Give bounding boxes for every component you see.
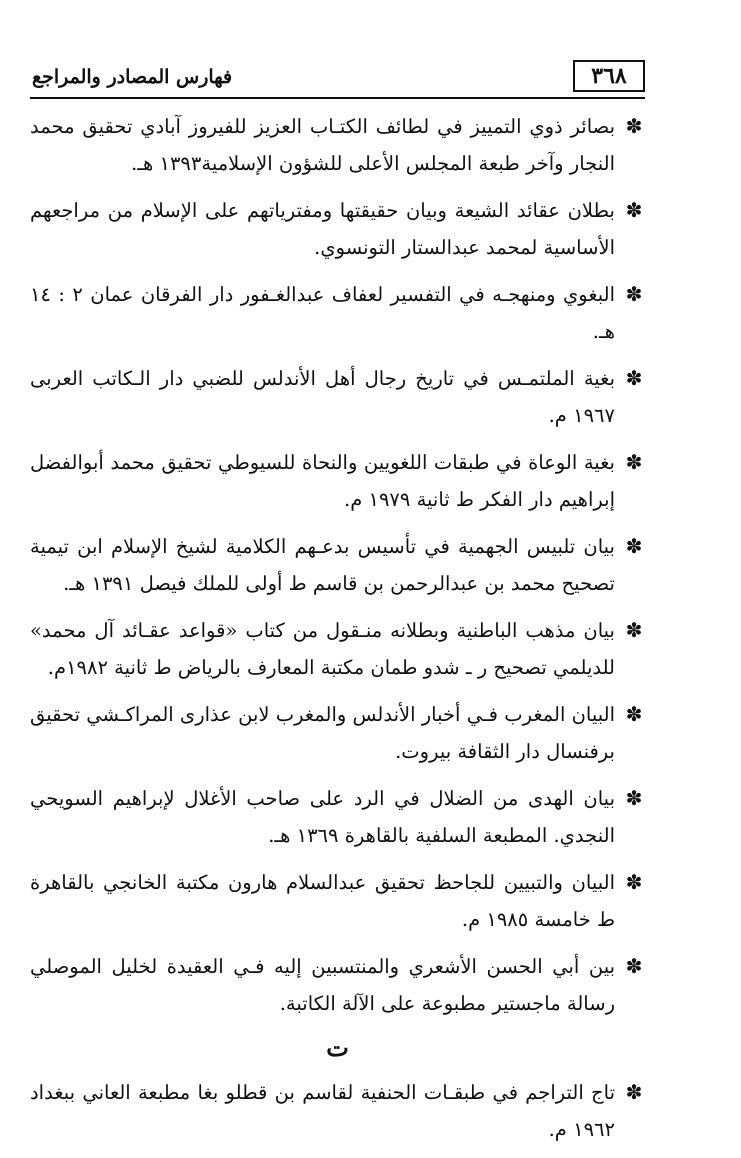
entry-text: البيان المغرب فـي أخبار الأندلس والمغرب لابن عذارى المراكـشي تحقيق برفنسال دار الثقافة بيروت. <box>30 703 615 763</box>
entry-text: بغية الملتمـس في تاريخ رجال أهل الأندلس للضبي دار الـكاتب العربى ١٩٦٧ م. <box>30 367 615 427</box>
asterisk-icon: ✽ <box>625 450 643 474</box>
bibliography-entry <box>30 192 645 266</box>
bibliography-entry <box>30 864 645 938</box>
bibliography-entry <box>30 276 645 350</box>
bibliography-entry <box>30 612 645 686</box>
asterisk-icon: ✽ <box>625 534 643 558</box>
page-header <box>30 56 645 96</box>
asterisk-icon: ✽ <box>625 786 643 810</box>
asterisk-icon: ✽ <box>625 1080 643 1104</box>
entry-text: البيان والتبيين للجاحظ تحقيق عبدالسلام هارون مكتبة الخانجي بالقاهرة ط خامسة ١٩٨٥ م. <box>30 871 615 931</box>
page-number: ٣٦٨ <box>573 60 645 92</box>
running-title: فهارس المصادر والمراجع <box>32 66 233 88</box>
entry-text: تاج التراجم في طبقـات الحنفية لقاسم بن قطلو بغا مطبعة العاني ببغداد ١٩٦٢ م. <box>30 1081 615 1141</box>
entry-text: بيان الهدى من الضلال في الرد على صاحب الأغلال لإبراهيم السويحي النجدي. المطبعة السلفية بالقاهرة ١٣٦٩ هـ. <box>30 787 615 847</box>
asterisk-icon: ✽ <box>625 282 643 306</box>
entry-text: بطلان عقائد الشيعة وبيان حقيقتها ومفترياتهم على الإسلام من مراجعهم الأساسية لمحمد عبدالستار التونسوي. <box>30 199 615 259</box>
bibliography-entry <box>30 696 645 770</box>
bibliography-entry <box>30 1074 645 1148</box>
bibliography-entry <box>30 948 645 1022</box>
entry-text: بغية الوعاة في طبقات اللغويين والنحاة للسيوطي تحقيق محمد أبوالفضل إبراهيم دار الفكر ط ثانية ١٩٧٩ م. <box>30 451 615 511</box>
bibliography-entry <box>30 780 645 854</box>
entry-text: البغوي ومنهجـه في التفسير لعفاف عبدالغـفور دار الفرقان عمان ٢ : ١٤ هـ. <box>30 283 615 343</box>
bibliography-list <box>30 108 645 1158</box>
asterisk-icon: ✽ <box>625 366 643 390</box>
bibliography-entry <box>30 528 645 602</box>
bibliography-entry <box>30 108 645 182</box>
entry-text: بيان مذهب الباطنية وبطلانه منـقول من كتاب «قواعد عقـائد آل محمد» للديلمي تصحيح ر ـ شدو طمان مكتبة المعارف بالرياض ط ثانية ١٩٨٢م. <box>30 619 615 679</box>
asterisk-icon: ✽ <box>625 618 643 642</box>
header-rule <box>30 97 645 99</box>
asterisk-icon: ✽ <box>625 702 643 726</box>
bibliography-entry <box>30 444 645 518</box>
asterisk-icon: ✽ <box>625 114 643 138</box>
entry-text: بيان تلبيس الجهمية في تأسيس بدعـهم الكلامية لشيخ الإسلام ابن تيمية تصحيح محمد بن عبدالرحمن بن قاسم ط أولى للملك فيصل ١٣٩١ هـ. <box>30 535 615 595</box>
asterisk-icon: ✽ <box>625 870 643 894</box>
asterisk-icon: ✽ <box>625 198 643 222</box>
bibliography-entry <box>30 360 645 434</box>
entry-text: بصائر ذوي التمييز في لطائف الكتـاب العزيز للفيروز آبادي تحقيق محمد النجار وآخر طبعة المجلس الأعلى للشؤون الإسلامية١٣٩٣ هـ. <box>30 115 615 175</box>
entry-text: بين أبي الحسن الأشعري والمنتسبين إليه فـي العقيدة لخليل الموصلي رسالة ماجستير مطبوعة على الآلة الكاتبة. <box>30 955 615 1015</box>
section-letter-heading: ت <box>326 1033 349 1062</box>
asterisk-icon: ✽ <box>625 954 643 978</box>
